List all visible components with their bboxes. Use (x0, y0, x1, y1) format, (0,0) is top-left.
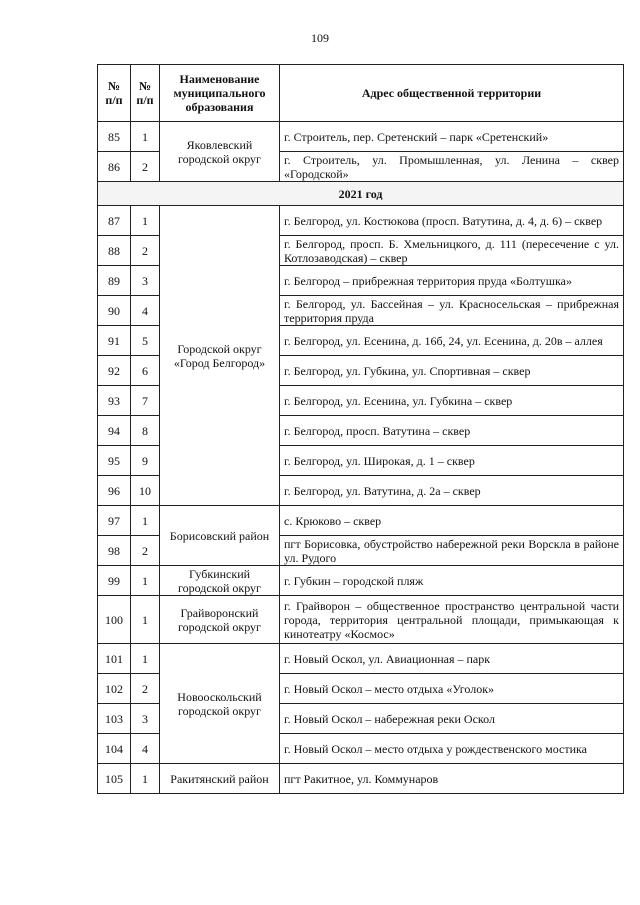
row-number: 86 (98, 152, 131, 182)
row-number: 94 (98, 416, 131, 446)
row-local-number: 2 (131, 536, 160, 566)
row-local-number: 6 (131, 356, 160, 386)
row-number: 105 (98, 764, 131, 794)
row-local-number: 3 (131, 266, 160, 296)
row-local-number: 5 (131, 326, 160, 356)
table-row (98, 644, 624, 674)
address-cell: г. Белгород, ул. Широкая, д. 1 – сквер (280, 446, 624, 476)
address-cell: с. Крюково – сквер (280, 506, 624, 536)
header-municipality: Наименование муниципального образования (160, 65, 280, 122)
address-cell: г. Новый Оскол – место отдыха у рождественского мостика (280, 734, 624, 764)
row-number: 87 (98, 206, 131, 236)
municipality-cell: Городской округ «Город Белгород» (160, 206, 280, 506)
row-local-number: 2 (131, 152, 160, 182)
address-cell: г. Белгород, ул. Бассейная – ул. Красносельская – прибрежная территория пруда (280, 296, 624, 326)
row-number: 100 (98, 596, 131, 644)
row-number: 96 (98, 476, 131, 506)
address-cell: г. Новый Оскол – место отдыха «Уголок» (280, 674, 624, 704)
table-row (98, 764, 624, 794)
row-number: 104 (98, 734, 131, 764)
address-cell: г. Строитель, ул. Промышленная, ул. Ленина – сквер «Городской» (280, 152, 624, 182)
row-local-number: 2 (131, 674, 160, 704)
row-number: 97 (98, 506, 131, 536)
header-number-total: № п/п (98, 65, 131, 122)
table-row (98, 506, 624, 536)
header-number-local: № п/п (131, 65, 160, 122)
row-local-number: 4 (131, 296, 160, 326)
row-local-number: 1 (131, 506, 160, 536)
row-number: 95 (98, 446, 131, 476)
municipality-cell: Губкинский городской округ (160, 566, 280, 596)
address-cell: г. Белгород, ул. Губкина, ул. Спортивная – сквер (280, 356, 624, 386)
row-number: 89 (98, 266, 131, 296)
address-cell: г. Новый Оскол, ул. Авиационная – парк (280, 644, 624, 674)
row-local-number: 8 (131, 416, 160, 446)
address-cell: г. Белгород, просп. Ватутина – сквер (280, 416, 624, 446)
table-row (98, 122, 624, 152)
address-cell: г. Губкин – городской пляж (280, 566, 624, 596)
address-cell: г. Строитель, пер. Сретенский – парк «Сретенский» (280, 122, 624, 152)
municipality-cell: Ракитянский район (160, 764, 280, 794)
row-local-number: 10 (131, 476, 160, 506)
year-label: 2021 год (98, 182, 624, 206)
row-number: 88 (98, 236, 131, 266)
row-number: 93 (98, 386, 131, 416)
address-cell: г. Белгород, ул. Есенина, д. 16б, 24, ул. Есенина, д. 20в – аллея (280, 326, 624, 356)
address-cell: г. Грайворон – общественное пространство центральной части города, территория центральной площади, примыкающая к кинотеатру «Космос» (280, 596, 624, 644)
row-local-number: 3 (131, 704, 160, 734)
row-number: 92 (98, 356, 131, 386)
address-cell: г. Белгород, ул. Ватутина, д. 2а – сквер (280, 476, 624, 506)
row-local-number: 7 (131, 386, 160, 416)
row-local-number: 1 (131, 206, 160, 236)
address-cell: г. Новый Оскол – набережная реки Оскол (280, 704, 624, 734)
table-header-row (98, 65, 624, 122)
municipality-cell: Борисовский район (160, 506, 280, 566)
row-number: 99 (98, 566, 131, 596)
municipality-cell: Грайворонский городской округ (160, 596, 280, 644)
address-cell: г. Белгород – прибрежная территория пруда «Болтушка» (280, 266, 624, 296)
row-number: 85 (98, 122, 131, 152)
year-section-row (98, 182, 624, 206)
address-cell: г. Белгород, ул. Есенина, ул. Губкина – сквер (280, 386, 624, 416)
address-cell: пгт Ракитное, ул. Коммунаров (280, 764, 624, 794)
row-local-number: 1 (131, 596, 160, 644)
row-number: 90 (98, 296, 131, 326)
table-row (98, 596, 624, 644)
row-number: 102 (98, 674, 131, 704)
page-number: 109 (311, 31, 329, 45)
public-territories-table (97, 64, 624, 794)
address-cell: г. Белгород, просп. Б. Хмельницкого, д. 111 (пересечение с ул. Котлозаводская) – сквер (280, 236, 624, 266)
row-local-number: 1 (131, 764, 160, 794)
row-number: 101 (98, 644, 131, 674)
row-number: 91 (98, 326, 131, 356)
row-local-number: 9 (131, 446, 160, 476)
table-row (98, 566, 624, 596)
row-local-number: 2 (131, 236, 160, 266)
row-number: 103 (98, 704, 131, 734)
table-row (98, 206, 624, 236)
header-address: Адрес общественной территории (280, 65, 624, 122)
municipality-cell: Новооскольский городской округ (160, 644, 280, 764)
address-cell: пгт Борисовка, обустройство набережной реки Ворскла в районе ул. Рудого (280, 536, 624, 566)
row-local-number: 1 (131, 644, 160, 674)
address-cell: г. Белгород, ул. Костюкова (просп. Ватутина, д. 4, д. 6) – сквер (280, 206, 624, 236)
row-local-number: 4 (131, 734, 160, 764)
municipality-cell: Яковлевский городской округ (160, 122, 280, 182)
row-local-number: 1 (131, 566, 160, 596)
row-local-number: 1 (131, 122, 160, 152)
row-number: 98 (98, 536, 131, 566)
